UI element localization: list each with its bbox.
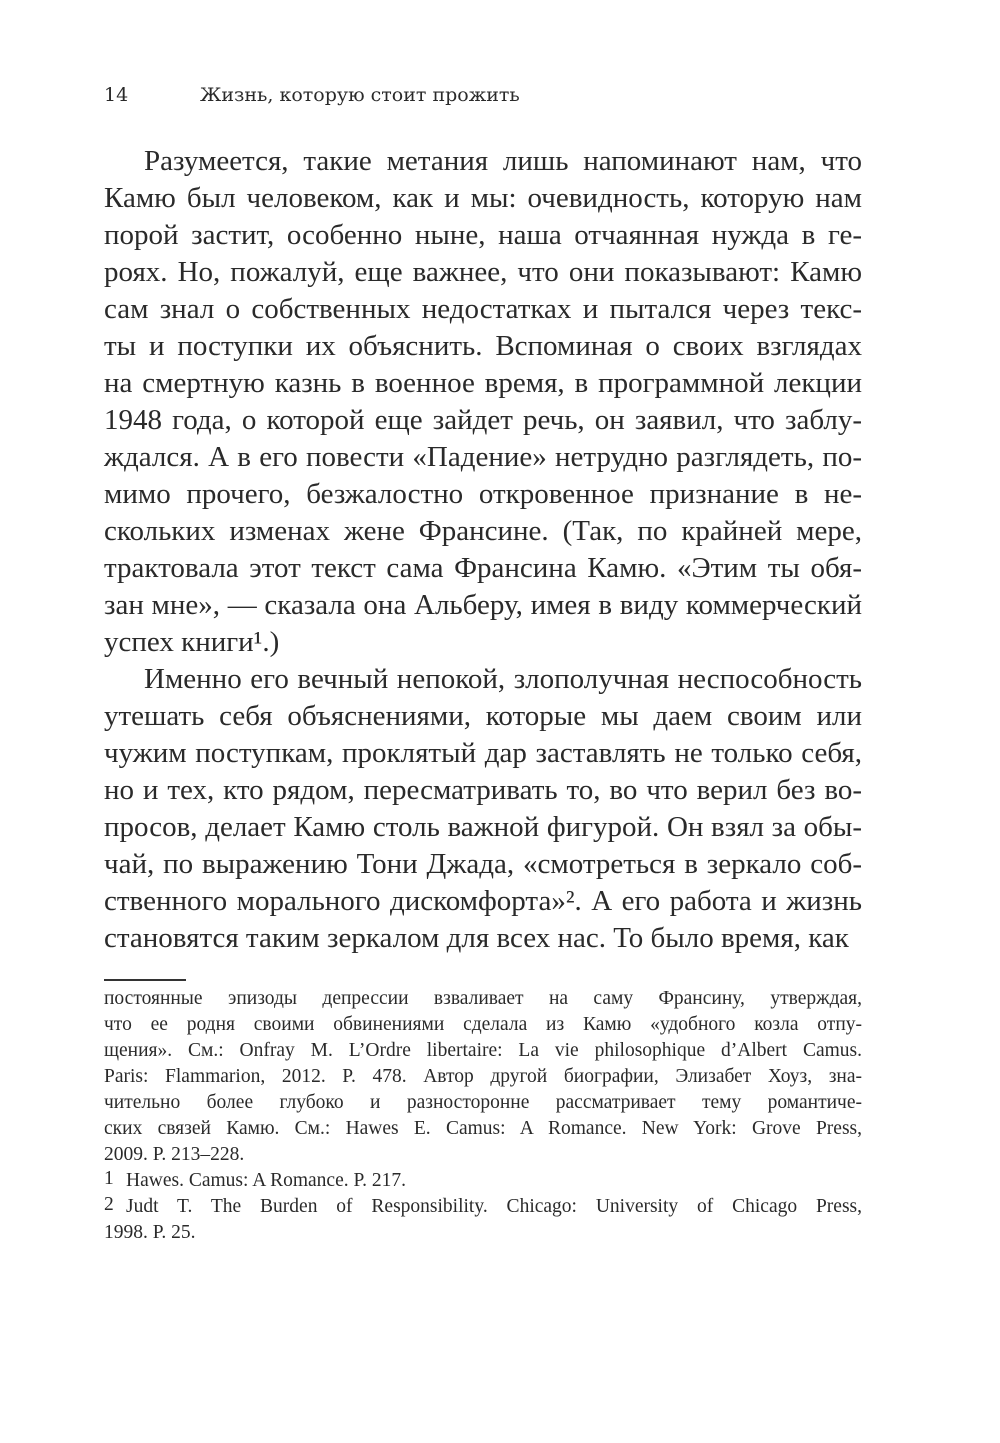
footnote-line: 1998. P. 25. [104, 1222, 196, 1243]
text-line: Именно его вечный непокой, злополучная неспособность [144, 663, 862, 695]
footnote [104, 1194, 862, 1220]
text-line: чужим поступкам, проклятый дар заставлять не только себя, [104, 737, 862, 769]
body-text [104, 143, 862, 957]
text-line: роях. Но, пожалуй, еще важнее, что они показывают: Камю [104, 256, 862, 288]
footnote-line: что ее родня своими обвинениями сделала из Камю «удобного козла отпу- [104, 1014, 862, 1035]
text-line: на смертную казнь в военное время, в программной лекции [104, 367, 862, 399]
footnote-line: Hawes. Camus: A Romance. P. 217. [126, 1170, 407, 1191]
running-title: Жизнь, которую стоит прожить [200, 84, 520, 106]
footnote-line: чительно более глубоко и разносторонне рассматривает тему романтиче- [104, 1092, 862, 1113]
text-line: просов, делает Камю столь важной фигурой. Он взял за обы- [104, 811, 862, 843]
text-line: мимо прочего, безжалостно откровенное признание в не- [104, 478, 862, 510]
footnote-line: постоянные эпизоды депрессии взваливает на саму Франсину, утверждая, [104, 988, 862, 1009]
text-line: сам знал о собственных недостатках и пытался через текс- [104, 293, 862, 325]
text-line: ты и поступки их объяснить. Вспоминая о своих взглядах [104, 330, 862, 362]
text-line: трактовала этот текст сама Франсина Камю. «Этим ты обя- [104, 552, 862, 584]
text-line: ственного морального дискомфорта»². А его работа и жизнь [104, 885, 862, 917]
text-line: зан мне», — сказала она Альберу, имея в виду коммерческий [104, 589, 862, 621]
footnote-line: Paris: Flammarion, 2012. P. 478. Автор другой биографии, Элизабет Хоуз, зна- [104, 1066, 862, 1087]
footnote-line: ских связей Камю. См.: Hawes E. Camus: A Romance. New York: Grove Press, [104, 1118, 862, 1139]
text-line: успех книги¹.) [104, 626, 280, 658]
text-line: скольких изменах жене Франсине. (Так, по крайней мере, [104, 515, 862, 547]
footnotes [104, 986, 862, 1246]
paragraph [104, 143, 862, 661]
text-line: ждался. А в его повести «Падение» нетрудно разглядеть, по- [104, 441, 862, 473]
footnote-line: щения». См.: Onfray M. L’Ordre libertaire: La vie philosophique d’Albert Camus. [104, 1040, 862, 1061]
footnote-number: 2 [104, 1194, 114, 1215]
footnote-divider [104, 979, 186, 981]
text-line: Камю был человеком, как и мы: очевидность, которую нам [104, 182, 862, 214]
running-header [104, 84, 520, 106]
page-number: 14 [104, 84, 129, 106]
text-line: порой застит, особенно ныне, наша отчаянная нужда в ге- [104, 219, 862, 251]
footnote-number: 1 [104, 1168, 114, 1189]
text-line: чай, по выражению Тони Джада, «смотреться в зеркало соб- [104, 848, 862, 880]
footnote [104, 1168, 862, 1194]
text-line: становятся таким зеркалом для всех нас. То было время, как [104, 922, 849, 954]
footnote-line: 2009. P. 213–228. [104, 1144, 245, 1165]
paragraph [104, 661, 862, 957]
text-line: но и тех, кто рядом, пересматривать то, во что верил без во- [104, 774, 862, 806]
text-line: утешать себя объяснениями, которые мы даем своим или [104, 700, 862, 732]
text-line: Разумеется, такие метания лишь напоминают нам, что [144, 145, 862, 177]
footnote-line: Judt T. The Burden of Responsibility. Chicago: University of Chicago Press, [126, 1196, 862, 1217]
text-line: 1948 года, о которой еще зайдет речь, он заявил, что заблу- [104, 404, 862, 436]
